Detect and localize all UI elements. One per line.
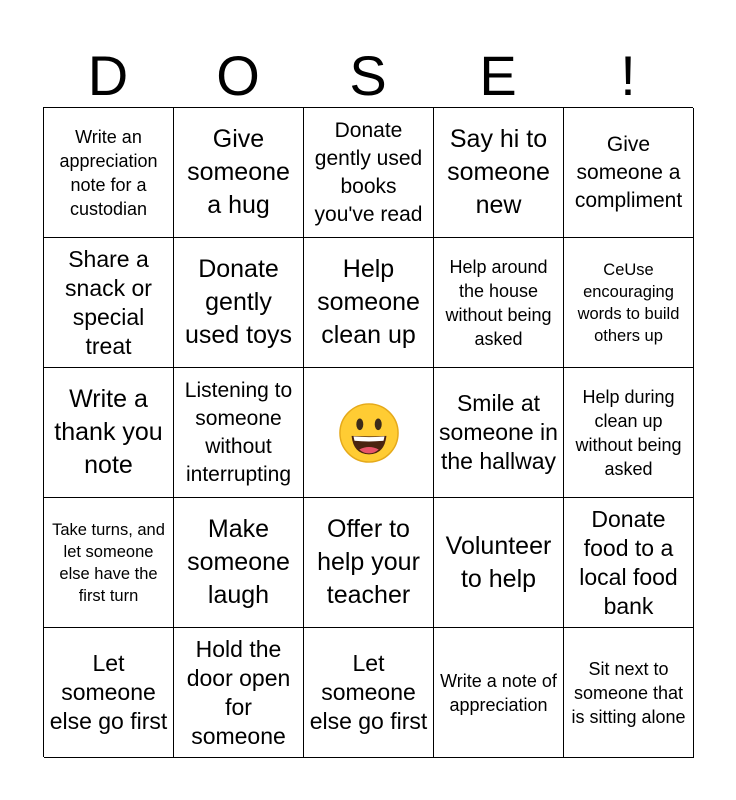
bingo-cell[interactable] (564, 108, 694, 238)
bingo-cell[interactable] (304, 108, 434, 238)
smiley-face-icon (338, 402, 400, 464)
bingo-cell[interactable] (564, 628, 694, 758)
cell-text: Let someone else go first (309, 650, 428, 734)
bingo-cell[interactable] (44, 108, 174, 238)
cell-text: Listening to someone without interrupting (184, 378, 293, 486)
bingo-cell[interactable] (564, 368, 694, 498)
cell-text: Help during clean up without being asked (575, 386, 682, 479)
bingo-cell[interactable] (304, 238, 434, 368)
bingo-cell[interactable] (174, 368, 304, 498)
cell-text: Donate gently used toys (184, 255, 292, 349)
title-letter-exclamation: ! (620, 44, 636, 107)
bingo-cell[interactable] (434, 628, 564, 758)
bingo-cell[interactable] (44, 238, 174, 368)
bingo-cell[interactable] (174, 108, 304, 238)
bingo-cell[interactable] (434, 368, 564, 498)
cell-text: Donate gently used books you've read (314, 118, 423, 226)
title-letter-s: S (349, 44, 387, 107)
cell-text: Hold the door open for someone (186, 635, 291, 749)
cell-text: Write a thank you note (54, 385, 163, 479)
cell-text: Share a snack or special treat (65, 245, 152, 359)
bingo-cell[interactable] (304, 628, 434, 758)
cell-text: Write an appreciation note for a custodian (59, 126, 158, 219)
cell-text: Offer to help your teacher (317, 515, 420, 609)
title-letter-d: D (87, 44, 129, 107)
bingo-board (43, 107, 693, 757)
cell-text: Say hi to someone new (447, 125, 550, 219)
bingo-cell[interactable] (304, 498, 434, 628)
cell-text: Give someone a compliment (574, 132, 683, 212)
bingo-title (43, 45, 693, 107)
cell-text: Let someone else go first (49, 650, 168, 734)
bingo-cell[interactable] (564, 238, 694, 368)
cell-text: Help around the house without being asked (445, 256, 552, 349)
bingo-cell[interactable] (174, 628, 304, 758)
title-letter-e: E (479, 44, 517, 107)
bingo-cell[interactable] (434, 498, 564, 628)
cell-text: Make someone laugh (187, 515, 290, 609)
cell-text: Give someone a hug (187, 125, 290, 219)
free-space[interactable] (304, 368, 434, 498)
cell-text: Volunteer to help (445, 531, 552, 593)
bingo-cell[interactable] (44, 628, 174, 758)
cell-text: Take turns, and let someone else have the first turn (52, 520, 165, 605)
bingo-cell[interactable] (174, 238, 304, 368)
cell-text: Write a note of appreciation (440, 670, 557, 715)
cell-text: Sit next to someone that is sitting alone (571, 658, 686, 727)
cell-text: Donate food to a local food bank (579, 505, 678, 619)
bingo-cell[interactable] (434, 238, 564, 368)
bingo-cell[interactable] (174, 498, 304, 628)
bingo-cell[interactable] (44, 498, 174, 628)
bingo-cell[interactable] (564, 498, 694, 628)
cell-text: Help someone clean up (317, 255, 420, 349)
cell-text: CeUse encouraging words to build others up (577, 260, 680, 345)
bingo-cell[interactable] (44, 368, 174, 498)
bingo-cell[interactable] (434, 108, 564, 238)
title-letter-o: O (216, 44, 260, 107)
cell-text: Smile at someone in the hallway (439, 390, 558, 474)
